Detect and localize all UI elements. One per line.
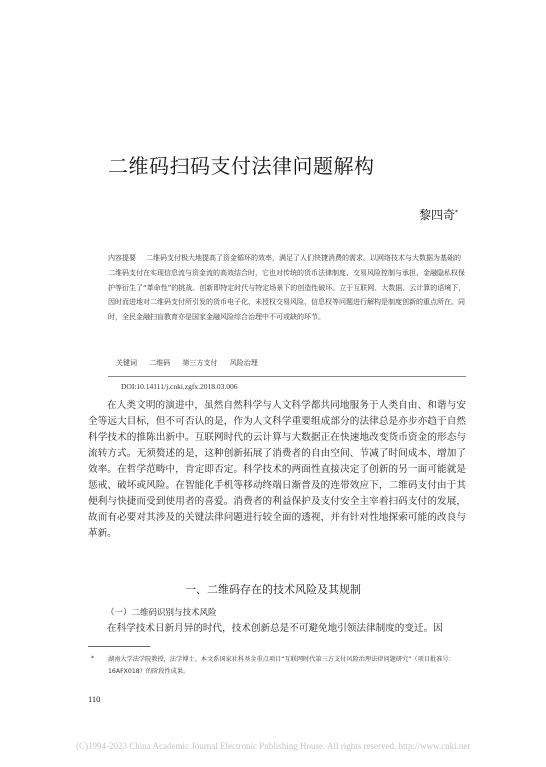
footnote: 湖南大学法学院教授，法学博士。本文系国家社科基金重点项目“互联网时代第三方支付风险治理法律问题研究”（项目批准号：16AFX018）的阶段性成果。 <box>108 656 455 675</box>
author <box>419 206 458 223</box>
abstract-text: 二维码支付极大地提高了资金循环的效率，满足了人们快捷消费的需求。以网络技术与大数据为基础的二维码支付在实现信息流与资金流的高效结合时，它也对传统的货币法律制度、交易风险控制与承担、金融隐私权保护等衍生了“革命性”的挑战。创新即特定时代与特定场景下的创造性破坏。立于互联网、大数据、云计算的语境下，因时而进地对二维码支付所引发的货币电子化、未授权交易风险、信息权等问题进行解构是制度创新的重点所在。同时，全民金融扫盲教育亦是国家金融风险综合治理中不可或缺的环节。 <box>108 254 466 322</box>
intro-paragraph: 在人类文明的演进中，虽然自然科学与人文科学都共同地服务于人类自由、和谐与安全等远大目标，但不可否认的是，作为人文科学重要组成部分的法律总是亦步亦趋于自然科学技术的推陈出新中。互联网时代的云计算与大数据正在快速地改变货币资金的形态与流转方式。无须赘述的是，这种创新拓展了消费者的自由空间、节减了时间成本、增加了效率。在哲学范畴中，肯定即否定。科学技术的两面性直接决定了创新的另一面可能就是惩戒、破坏或风险。在智能化手机等移动终端日渐普及的连带效应下，二维码支付由于其便利与快捷而受到使用者的喜爱。消费者的利益保护及支付安全主宰着扫码支付的发展，故而有必要对其涉及的关键法律问题进行较全面的透视，并有针对性地探索可能的改良与革新。 <box>88 400 466 539</box>
abstract-label: 内容提要 <box>108 254 136 262</box>
footnote-mark: * <box>91 655 94 662</box>
doi: DOI:10.14111/j.cnki.zgfx.2018.03.006 <box>121 382 238 391</box>
sub-heading: （一）二维码识别与技术风险 <box>106 608 217 618</box>
keywords-label: 关键词 <box>116 359 137 367</box>
section-heading: 一、二维码存在的技术风险及其规制 <box>185 583 361 596</box>
abstract <box>108 251 466 325</box>
page-number: 110 <box>88 694 101 704</box>
body-paragraph: 在科学技术日新月异的时代，技术创新总是不可避免地引领法律制度的变迁。因 <box>107 623 443 634</box>
keyword: 二维码 <box>149 359 171 367</box>
abstract-divider <box>108 376 466 377</box>
keywords <box>116 358 268 368</box>
keyword: 风险治理 <box>229 359 258 367</box>
copyright-watermark: (C)1994-2023 China Academic Journal Electronic Publishing House. All rights reserved. http://www.cnki.net <box>76 741 470 751</box>
footnote-divider <box>88 646 150 647</box>
author-footnote-mark: * <box>455 209 458 216</box>
article-title: 二维码扫码支付法律问题解构 <box>108 154 375 178</box>
keyword: 第三方支付 <box>182 359 218 367</box>
author-name: 黎四奇 <box>418 208 455 222</box>
